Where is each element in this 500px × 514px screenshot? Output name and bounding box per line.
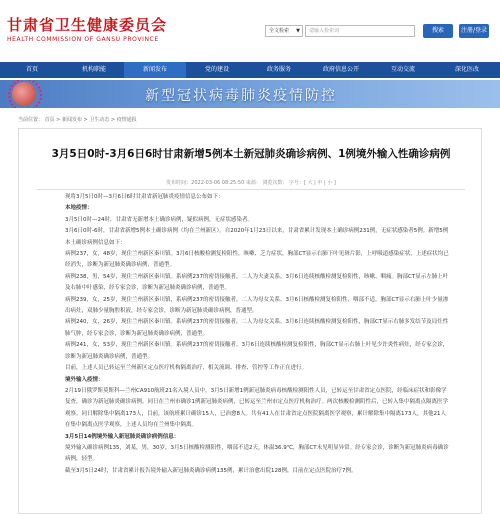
article-paragraph: 病例237，女，48岁，现住兰州新区秦川镇。3月6日核酸检测复检阳性，咳嗽、乏力症状，胸部CT显示右肺下叶见斑片影，上呼吸道感染症状，上述症状均已经消失，诊断为新冠肺炎确诊病例，普通型。	[65, 251, 449, 269]
login-button[interactable]: 注册/登录	[459, 24, 489, 38]
article-paragraph: 病例239，女，25岁，现住兰州新区秦川镇，系病例237的密切接触者，二人为母女关系。3月6日核酸检测复检阳性，咽部不适。胸部CT显示右肺上叶少量渗出病灶，双肺少量胸腔积液，经专家会诊，诊断为新冠肺炎确诊病例，普通型。	[65, 296, 449, 315]
site-logo-title[interactable]: 甘肃省卫生健康委员会	[7, 16, 168, 34]
nav-item-news[interactable]: 新闻发布	[124, 62, 186, 78]
site-header	[0, 0, 500, 56]
article-paragraph: 病例241，女，53岁，现住兰州新区秦川镇。系病例237的密切接触者。3月6日连续核酸检测复检阳性，胸部CT显示右肺上叶见少许炎性病灶，经专家会诊，诊断为新冠肺炎确诊病例，普通型。	[65, 342, 449, 360]
nav-item-interaction[interactable]: 互动交流	[390, 66, 415, 73]
nav-item-reform[interactable]: 深化医改	[454, 66, 479, 73]
article-paragraph: 境外输入确诊病例135，刘某，男，30岁，3月5日核酸检测阳性，咽部不适2天，体温36.9℃，胸部CT未见明显异常。经专家会诊，诊断为新冠肺炎病毒确诊病例，轻型。	[65, 444, 449, 463]
article-panel	[18, 128, 482, 514]
epidemic-banner[interactable]	[0, 80, 500, 108]
search-input[interactable]: 请输入检索词	[305, 25, 415, 37]
nav-item-org[interactable]: 机构职能	[81, 66, 106, 73]
divider	[37, 189, 465, 190]
article-meta: 发布时间：2022-03-06 08:25:50 来源： 浏览次数： 字号：[ 大 | 中 | 小 ]	[166, 180, 336, 186]
article-paragraph: 3月6日0时-6时，甘肃省新增5例本土确诊病例（均在兰州新区）。自2020年1月23日以来，甘肃省累计发现本土确诊病例231例，无症状感染者5例。新增5例本土确诊病例信息如下：	[65, 228, 449, 246]
main-nav	[0, 62, 500, 78]
article-paragraph: 病例238，男，54岁，现住兰州新区秦川镇。系病例237的密切接触者，二人为夫妻关系。3月6日连续核酸检测复检阳性，咳嗽、咽痛。胸部CT显示左肺上叶及右肺中叶感染，经专家会诊，诊断为新冠肺炎确诊病例，普通型。	[65, 273, 449, 292]
article-subheading: 境外输入疫情：	[65, 376, 104, 383]
article-paragraph: 目前，上述人员已转运至兰州新区定点医疗机构隔离治疗，相关流调、排查、管控等工作正在进行。	[65, 365, 308, 372]
article-subheading: 本地疫情：	[65, 205, 93, 212]
article-paragraph: 现将3月5日0时—3月6日6时甘肃省新冠肺炎疫情信息公布如下：	[65, 194, 224, 200]
nav-item-home[interactable]: 首页	[25, 66, 38, 73]
article-subheading: 3月5日14例境外输入新冠肺炎确诊病例信息：	[65, 433, 180, 440]
search-button[interactable]: 搜索	[423, 24, 453, 38]
nav-item-party[interactable]: 党的建设	[204, 66, 229, 73]
search-scope-select[interactable]	[265, 25, 303, 37]
nav-item-disclosure[interactable]: 政府信息公开	[322, 66, 359, 73]
article-body	[65, 192, 450, 477]
site-logo-subtitle: HEALTH COMMISSION OF GANSU PROVINCE	[7, 36, 159, 43]
breadcrumb: 当前位置： 首页 > 新闻发布 > 卫生动态 > 疫情通报	[18, 117, 137, 123]
article-title: 3月5日0时-3月6日6时甘肃新增5例本土新冠肺炎确诊病例、1例境外输入性确诊病例	[51, 148, 451, 160]
banner-title: 新型冠状病毒肺炎疫情防控	[145, 88, 337, 104]
article-paragraph: 2月19日俄罗斯莫斯科—兰州CA910航班21名入境人员中，3月5日新增1例新冠肺炎病毒核酸检测阳性人员，已转运至甘肃省定点医院，经临床症状和影像学复查，确诊为新冠肺炎确诊病例。同日在兰州市确诊1例新冠肺炎病例，已转运至兰州市定点医疗机构治疗。两次核酸检测阴性后，已转入集中隔离点隔离医学观察。同日解除集中隔离173人，目前，该航班累计确诊15人，已治愈8人。共有41人在甘肃省定点医院隔离医学观察，累计解除集中隔离173人，其他21人在集中隔离点医学观察，上述人员均在兰州集中隔离。	[65, 387, 449, 429]
nav-item-services[interactable]: 政务服务	[266, 66, 291, 73]
article-paragraph: 3月5日0时—24时，甘肃省无新增本土确诊病例，疑似病例，无症状感染者。	[65, 216, 253, 223]
search-scope-label: 全文检索	[269, 28, 290, 34]
virus-icon	[12, 82, 36, 106]
article-paragraph: 截至3月5日24时，甘肃省累计报告境外输入新冠肺炎确诊病例135例，累计治愈出院128例，目前在定点医院治疗7例。	[65, 467, 357, 474]
chevron-down-icon: ▼	[296, 28, 300, 34]
article-paragraph: 病例240，女，26岁，现住兰州新区秦川镇。系病例237的密切接触者，二人为母女关系。3月6日连续核酸检测复检阳性，胸部CT显示右肺多发结节及局灶性肺气肿，经专家会诊，诊断为新冠肺炎确诊病例，普通型。	[65, 319, 449, 337]
